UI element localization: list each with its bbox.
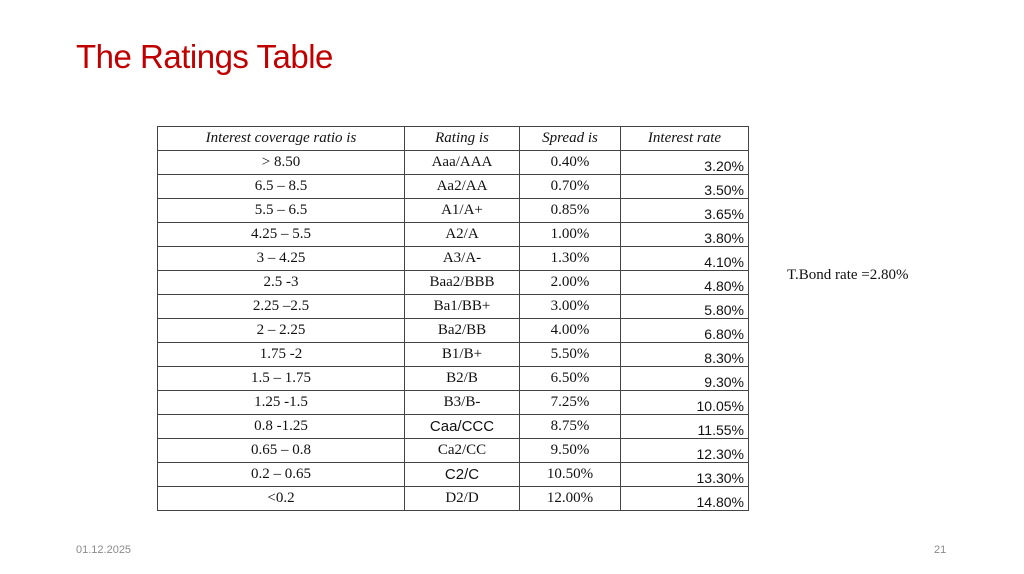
interest-rate-cell: 4.10% [621,247,749,271]
coverage-cell: 1.5 – 1.75 [158,367,405,391]
spread-cell: 2.00% [520,271,621,295]
table-row [158,343,749,367]
spread-cell: 5.50% [520,343,621,367]
interest-rate-cell: 3.80% [621,223,749,247]
interest-rate-cell: 11.55% [621,415,749,439]
interest-rate-cell: 14.80% [621,487,749,511]
footer-date: 01.12.2025 [76,544,132,556]
header-interest-rate: Interest rate [621,127,749,151]
table-row [158,391,749,415]
spread-cell: 7.25% [520,391,621,415]
footer-page-number: 21 [934,544,947,556]
interest-rate-cell: 5.80% [621,295,749,319]
coverage-cell: 3 – 4.25 [158,247,405,271]
rating-cell: A2/A [405,223,520,247]
table-row [158,151,749,175]
coverage-cell: 6.5 – 8.5 [158,175,405,199]
table-row [158,175,749,199]
rating-cell: A3/A- [405,247,520,271]
spread-cell: 0.85% [520,199,621,223]
spread-cell: 0.40% [520,151,621,175]
spread-cell: 0.70% [520,175,621,199]
rating-cell: Aaa/AAA [405,151,520,175]
interest-rate-cell: 3.65% [621,199,749,223]
table-row [158,463,749,487]
interest-rate-cell: 13.30% [621,463,749,487]
header-rating: Rating is [405,127,520,151]
coverage-cell: 2.25 –2.5 [158,295,405,319]
coverage-cell: > 8.50 [158,151,405,175]
coverage-cell: 0.2 – 0.65 [158,463,405,487]
table-row [158,487,749,511]
header-spread: Spread is [520,127,621,151]
table-row [158,247,749,271]
spread-cell: 8.75% [520,415,621,439]
ratings-table [157,126,749,511]
rating-cell: D2/D [405,487,520,511]
coverage-cell: 0.8 -1.25 [158,415,405,439]
rating-cell: B1/B+ [405,343,520,367]
treasury-bond-rate-note: T.Bond rate =2.80% [787,267,909,283]
table-row [158,415,749,439]
interest-rate-cell: 4.80% [621,271,749,295]
coverage-cell: 1.25 -1.5 [158,391,405,415]
rating-cell: Ca2/CC [405,439,520,463]
table-row [158,439,749,463]
spread-cell: 1.00% [520,223,621,247]
table-row [158,319,749,343]
spread-cell: 6.50% [520,367,621,391]
header-coverage-ratio: Interest coverage ratio is [158,127,405,151]
interest-rate-cell: 3.20% [621,151,749,175]
table-row [158,295,749,319]
interest-rate-cell: 12.30% [621,439,749,463]
rating-cell: Ba2/BB [405,319,520,343]
table-row [158,223,749,247]
rating-cell: A1/A+ [405,199,520,223]
interest-rate-cell: 9.30% [621,367,749,391]
interest-rate-cell: 3.50% [621,175,749,199]
spread-cell: 4.00% [520,319,621,343]
spread-cell: 1.30% [520,247,621,271]
spread-cell: 9.50% [520,439,621,463]
rating-cell: Caa/CCC [405,415,520,439]
coverage-cell: <0.2 [158,487,405,511]
rating-cell: Ba1/BB+ [405,295,520,319]
rating-cell: B3/B- [405,391,520,415]
coverage-cell: 1.75 -2 [158,343,405,367]
table-header-row [158,127,749,151]
spread-cell: 10.50% [520,463,621,487]
coverage-cell: 2 – 2.25 [158,319,405,343]
rating-cell: B2/B [405,367,520,391]
interest-rate-cell: 8.30% [621,343,749,367]
interest-rate-cell: 6.80% [621,319,749,343]
coverage-cell: 4.25 – 5.5 [158,223,405,247]
interest-rate-cell: 10.05% [621,391,749,415]
spread-cell: 3.00% [520,295,621,319]
rating-cell: C2/C [405,463,520,487]
coverage-cell: 0.65 – 0.8 [158,439,405,463]
table-row [158,367,749,391]
slide-title: The Ratings Table [76,38,333,75]
coverage-cell: 2.5 -3 [158,271,405,295]
rating-cell: Aa2/AA [405,175,520,199]
rating-cell: Baa2/BBB [405,271,520,295]
spread-cell: 12.00% [520,487,621,511]
coverage-cell: 5.5 – 6.5 [158,199,405,223]
table-row [158,199,749,223]
table-row [158,271,749,295]
table-body [158,151,749,511]
